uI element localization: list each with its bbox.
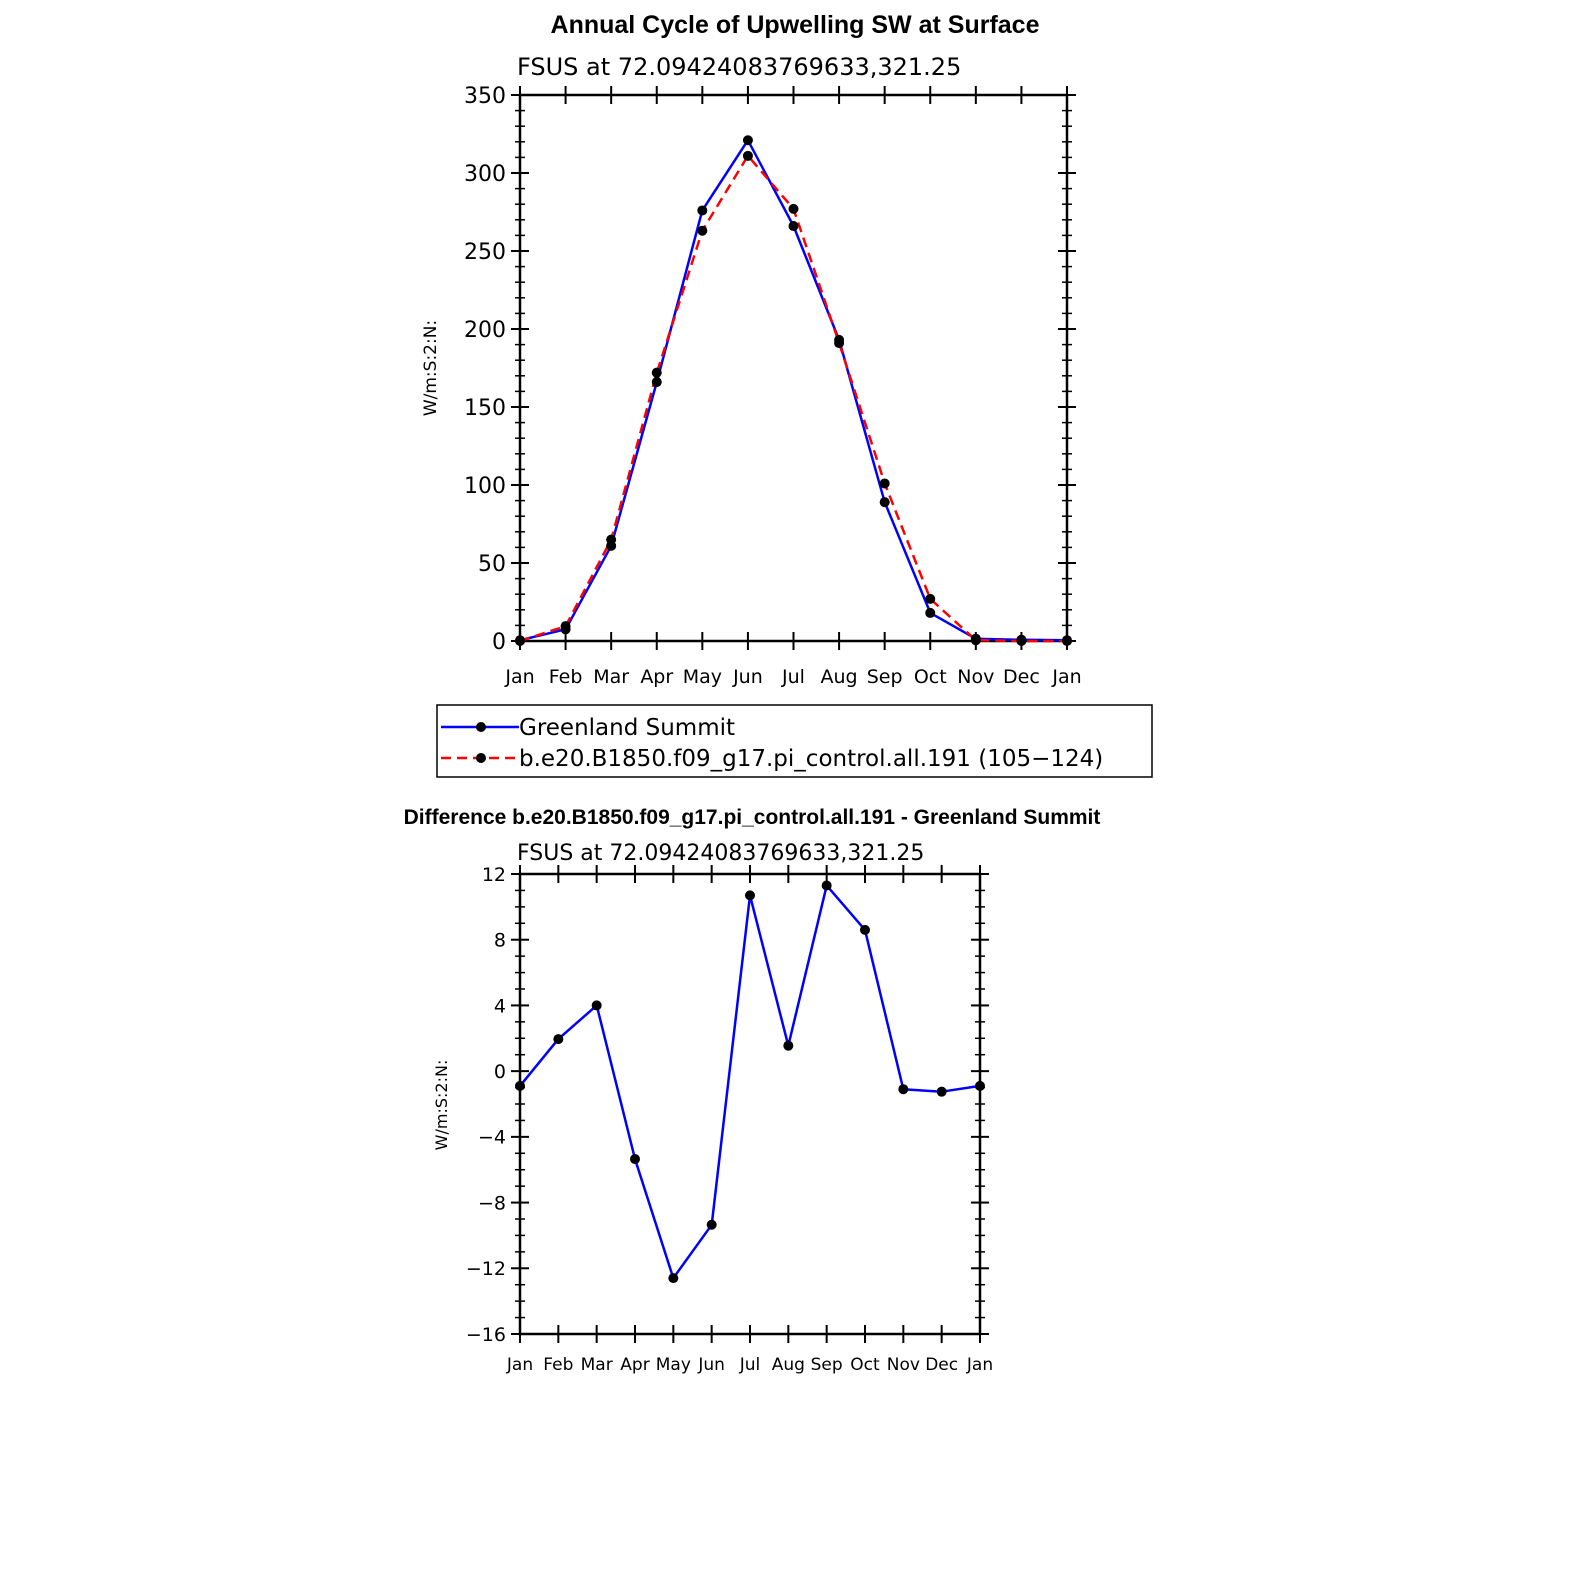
series-point-1: [561, 621, 571, 631]
plot-frame: [520, 95, 1067, 641]
series-point-0: [975, 1081, 985, 1091]
x-tick-label: Apr: [620, 1355, 650, 1375]
x-tick-label: Jan: [506, 1355, 534, 1375]
y-tick-label: 200: [464, 317, 506, 343]
x-tick-label: Sep: [810, 1355, 843, 1375]
y-tick-label: 150: [464, 395, 506, 421]
chart2-ylabel: W/m:S:2:N:: [432, 1059, 451, 1151]
y-tick-label: 350: [464, 83, 506, 109]
series-point-1: [971, 635, 981, 645]
series-point-0: [745, 890, 755, 900]
series-line-0: [520, 886, 980, 1279]
y-tick-label: −12: [465, 1258, 506, 1281]
chart1-ylabel: W/m:S:2:N:: [421, 319, 441, 417]
x-tick-label: Aug: [820, 666, 858, 688]
series-point-0: [937, 1087, 947, 1097]
series-point-1: [834, 338, 844, 348]
series-point-0: [652, 377, 662, 387]
chart1-title: Annual Cycle of Upwelling SW at Surface: [550, 11, 1040, 39]
x-tick-label: May: [682, 666, 722, 688]
y-tick-label: 12: [481, 863, 506, 886]
series-point-0: [553, 1034, 563, 1044]
series-point-0: [822, 881, 832, 891]
series-point-0: [783, 1041, 793, 1051]
x-tick-label: Feb: [548, 666, 583, 688]
chart2-title: Difference b.e20.B1850.f09_g17.pi_control.all.191 - Greenland Summit: [403, 806, 1101, 829]
series-line-0: [520, 140, 1067, 640]
series-point-0: [789, 221, 799, 231]
chart2-subtitle: FSUS at 72.09424083769633,321.25: [517, 841, 925, 866]
legend-marker-model: [476, 753, 486, 763]
series-point-1: [925, 594, 935, 604]
series-point-0: [860, 925, 870, 935]
y-tick-label: 8: [493, 929, 506, 952]
chart1-legend: [437, 705, 1152, 777]
series-point-0: [630, 1154, 640, 1164]
x-tick-label: Dec: [925, 1355, 959, 1375]
chart1-plot-area: [464, 84, 1082, 688]
y-tick-label: 300: [464, 161, 506, 187]
series-point-0: [880, 497, 890, 507]
x-tick-label: Apr: [640, 666, 674, 688]
x-tick-label: Oct: [913, 666, 947, 688]
series-point-0: [707, 1220, 717, 1230]
y-tick-label: 4: [493, 995, 506, 1018]
series-point-0: [925, 608, 935, 618]
x-tick-label: Mar: [580, 1355, 613, 1375]
legend-label-greenland: Greenland Summit: [519, 715, 736, 741]
x-tick-label: Jan: [1052, 666, 1082, 688]
chart2-plot-area: [466, 864, 993, 1375]
x-tick-label: Mar: [593, 666, 630, 688]
y-tick-label: 250: [464, 239, 506, 265]
x-tick-label: Nov: [957, 666, 995, 688]
series-point-1: [515, 636, 525, 646]
x-tick-label: Jul: [782, 666, 805, 688]
plot-frame: [520, 874, 980, 1334]
y-tick-label: −4: [477, 1126, 506, 1149]
series-point-1: [652, 368, 662, 378]
chart1-subtitle: FSUS at 72.09424083769633,321.25: [517, 53, 962, 81]
series-point-0: [515, 1081, 525, 1091]
x-tick-label: Jan: [966, 1355, 994, 1375]
x-tick-label: Aug: [771, 1355, 805, 1375]
x-tick-label: Jan: [505, 666, 535, 688]
x-tick-label: Oct: [850, 1355, 880, 1375]
series-point-1: [606, 535, 616, 545]
y-tick-label: 50: [478, 551, 506, 577]
series-point-1: [880, 478, 890, 488]
series-point-0: [668, 1273, 678, 1283]
series-point-0: [592, 1000, 602, 1010]
x-tick-label: May: [655, 1355, 691, 1375]
x-tick-label: Dec: [1003, 666, 1040, 688]
x-tick-label: Jul: [739, 1355, 761, 1375]
y-tick-label: −8: [477, 1192, 506, 1215]
series-point-0: [743, 135, 753, 145]
legend-label-model: b.e20.B1850.f09_g17.pi_control.all.191 (105−124): [519, 746, 1104, 772]
y-tick-label: 0: [493, 1060, 506, 1083]
series-point-1: [789, 204, 799, 214]
y-tick-label: 0: [492, 629, 506, 655]
x-tick-label: Jun: [733, 666, 763, 688]
series-point-0: [697, 205, 707, 215]
y-tick-label: −16: [465, 1323, 506, 1346]
x-tick-label: Feb: [543, 1355, 574, 1375]
x-tick-label: Sep: [866, 666, 903, 688]
x-tick-label: Jun: [698, 1355, 725, 1375]
series-point-0: [898, 1084, 908, 1094]
series-point-1: [1062, 636, 1072, 646]
x-tick-label: Nov: [886, 1355, 920, 1375]
legend-marker-greenland: [476, 722, 486, 732]
y-tick-label: 100: [464, 473, 506, 499]
series-point-1: [743, 151, 753, 161]
series-point-1: [1016, 636, 1026, 646]
series-point-1: [697, 226, 707, 236]
